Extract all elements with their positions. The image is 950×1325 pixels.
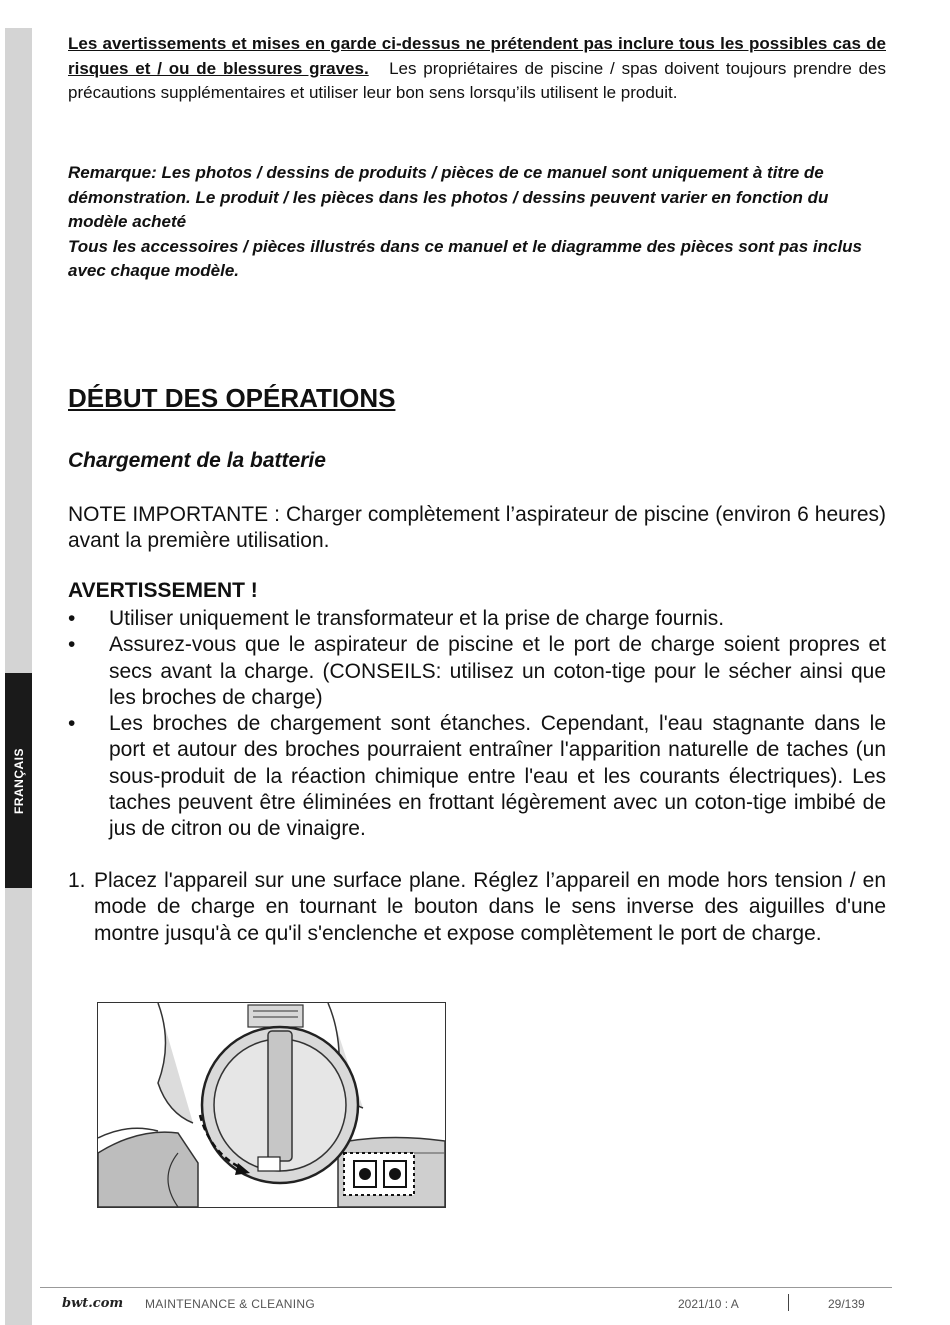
step-1 — [68, 868, 886, 947]
section-title: DÉBUT DES OPÉRATIONS — [68, 383, 396, 413]
warning-intro-text: Les propriétaires de piscine / spas doivent toujours prendre des précautions supplémentaires et utiliser leur bon sens lorsqu’ils utilisent le produit. — [68, 58, 886, 102]
warning-intro — [68, 32, 886, 106]
important-note: NOTE IMPORTANTE : Charger complètement l’aspirateur de piscine (environ 6 heures) avant la première utilisation. — [68, 503, 886, 553]
side-bar — [5, 888, 32, 1325]
language-tab-label: FRANÇAIS — [11, 747, 26, 814]
note-line: Tous les accessoires / pièces illustrés dans ce manuel et le diagramme des pièces sont pas inclus avec chaque modèle. — [68, 236, 863, 280]
bullet-text: Assurez-vous que le aspirateur de piscine et le port de charge soient propres et secs avant la charge. (CONSEILS: utilisez un coton-tige pour le sécher ainsi que les broches de charge) — [109, 633, 886, 709]
page-footer — [40, 1287, 892, 1318]
step-number: 1. — [68, 869, 86, 892]
note-line: Remarque: Les photos / dessins de produits / pièces de ce manuel sont uniquement à titre de démonstration. Le produit / les pièces dans les photos / dessins peuvent varier en fonction du modèle acheté — [68, 163, 829, 231]
pool-cleaner-drawing — [98, 1003, 445, 1207]
warning-title: AVERTISSEMENT ! — [68, 579, 258, 602]
footer-divider — [788, 1294, 789, 1311]
list-item — [68, 632, 886, 711]
warning-bullet-list — [68, 606, 886, 843]
warning-intro-bold: Les avertissements et mises en garde ci-dessus ne prétendent pas inclure tous les possibles cas de risques et / ou de blessures graves. — [68, 34, 886, 78]
bullet-text: Les broches de chargement sont étanches. Cependant, l'eau stagnante dans le port et autour des broches pourraient entraîner l'apparition naturelle de taches (un sous-produit de la réaction chimique entre l'eau et les courants électriques). Les taches peuvent être éliminées en frottant légèrement avec un coton-tige imbibé de jus de citron ou de vinaigre. — [109, 712, 886, 841]
subsection-title: Chargement de la batterie — [68, 449, 326, 472]
note-block — [68, 161, 886, 284]
bullet-dot: • — [68, 607, 76, 630]
list-item — [68, 606, 886, 632]
side-bar — [5, 28, 32, 673]
footer-revision: 2021/10 : A — [678, 1297, 739, 1311]
page-number: 29/139 — [828, 1297, 865, 1311]
language-tab — [5, 673, 32, 888]
step-text: Placez l'appareil sur une surface plane. Réglez l’appareil en mode hors tension / en mode de charge en tournant le bouton dans le sens inverse des aiguilles d'une montre jusqu'à ce qu'il s'enclenche et expose complètement le port de charge. — [94, 869, 886, 945]
bullet-text: Utiliser uniquement le transformateur et la prise de charge fournis. — [109, 607, 725, 630]
bullet-dot: • — [68, 712, 76, 736]
footer-section-name: MAINTENANCE & CLEANING — [145, 1297, 315, 1311]
bullet-dot: • — [68, 633, 76, 657]
brand-logo: bwt.com — [62, 1296, 124, 1311]
charging-port-illustration — [97, 1002, 446, 1208]
list-item — [68, 711, 886, 842]
